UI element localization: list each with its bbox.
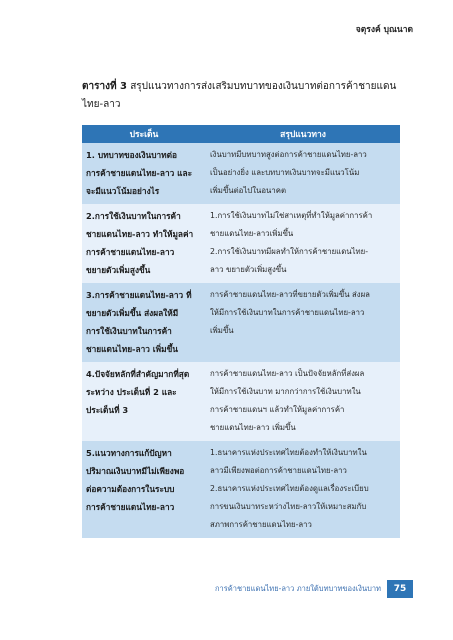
issue-cell	[82, 441, 206, 538]
page-number: 75	[387, 580, 413, 598]
table-body	[82, 143, 400, 538]
caption-line2: ไทย-ลาว	[82, 99, 121, 110]
caption-label: ตารางที่ 3	[82, 81, 128, 92]
issue-line: ชายแดนไทย-ลาว เพิ่มขึ้น	[86, 344, 178, 354]
summary-line: เงินบาทมีบทบาทสูงต่อการค้าชายแดนไทย-ลาว	[210, 150, 367, 159]
issue-line: จะมีแนวโน้มอย่างไร	[86, 186, 160, 196]
summary-cell	[206, 362, 400, 441]
issue-cell	[82, 283, 206, 362]
issue-line: ต่อความต้องการในระบบ	[86, 484, 175, 494]
summary-line: เป็นอย่างยิ่ง และบทบาทเงินบาทจะมีแนวโน้ม	[210, 168, 360, 177]
issue-line: 2.การใช้เงินบาทในการค้า	[86, 211, 181, 221]
issue-line: 3.การค้าชายแดนไทย-ลาว ที่	[86, 290, 192, 300]
header-issue: ประเด็น	[82, 125, 206, 143]
table-row	[82, 283, 400, 362]
table-row	[82, 143, 400, 204]
issue-line: ขยายตัวเพิ่มขึ้น ส่งผลให้มี	[86, 308, 179, 318]
summary-line: เพิ่มขึ้นต่อไปในอนาคต	[210, 186, 287, 195]
summary-line: 1.ธนาคารแห่งประเทศไทยต้องทำให้เงินบาทใน	[210, 448, 367, 457]
summary-cell	[206, 283, 400, 362]
table-header-row	[82, 125, 400, 143]
issue-line: 5.แนวทางการแก้ปัญหา	[86, 448, 172, 458]
table-row	[82, 204, 400, 283]
issue-line: ขยายตัวเพิ่มสูงขึ้น	[86, 265, 151, 275]
summary-cell	[206, 204, 400, 283]
summary-line: เพิ่มขึ้น	[210, 326, 234, 335]
issue-cell	[82, 204, 206, 283]
summary-line: ชายแดนไทย-ลาว เพิ่มขึ้น	[210, 423, 296, 432]
page-footer	[215, 580, 413, 598]
summary-line: ชายแดนไทย-ลาวเพิ่มขึ้น	[210, 229, 294, 238]
table-caption	[82, 78, 402, 114]
summary-line: การค้าชายแดนไทย-ลาว เป็นปัจจัยหลักที่ส่งผล	[210, 369, 365, 378]
table-row	[82, 362, 400, 441]
issue-line: ชายแดนไทย-ลาว ทำให้มูลค่า	[86, 229, 194, 239]
summary-line: 1.การใช้เงินบาทไม่ใช่สาเหตุที่ทำให้มูลค่าการค้า	[210, 211, 373, 220]
author-name: จตุรงค์ บุณนาด	[355, 25, 413, 35]
summary-table	[82, 125, 400, 538]
summary-line: 2.การใช้เงินบาทมีผลทำให้การค้าชายแดนไทย-	[210, 247, 369, 256]
summary-line: ลาวมีเพียงพอต่อการค้าชายแดนไทย-ลาว	[210, 466, 347, 475]
table-row	[82, 441, 400, 538]
summary-line: ลาว ขยายตัวเพิ่มสูงขึ้น	[210, 265, 287, 274]
issue-line: การค้าชายแดนไทย-ลาว และ	[86, 168, 193, 178]
issue-line: ระหว่าง ประเด็นที่ 2 และ	[86, 387, 177, 397]
issue-line: 1. บทบาทของเงินบาทต่อ	[86, 150, 177, 160]
caption-text: สรุปแนวทางการส่งเสริมบทบาทของเงินบาทต่อการค้าชายแดน	[127, 81, 397, 92]
summary-line: การค้าชายแดนไทย-ลาวที่ขยายตัวเพิ่มขึ้น ส่งผล	[210, 290, 370, 299]
summary-line: ให้มีการใช้เงินบาท มากกว่าการใช้เงินบาทใน	[210, 387, 361, 396]
summary-cell	[206, 441, 400, 538]
footer-title: การค้าชายแดนไทย-ลาว ภายใต้บทบาทของเงินบาท	[214, 584, 381, 593]
issue-line: การใช้เงินบาทในการค้า	[86, 326, 172, 336]
issue-line: ปริมาณเงินบาทมีไม่เพียงพอ	[86, 466, 185, 476]
issue-line: การค้าชายแดนไทย-ลาว	[86, 502, 175, 512]
issue-line: ประเด็นที่ 3	[86, 405, 129, 415]
issue-cell	[82, 362, 206, 441]
summary-cell	[206, 143, 400, 204]
issue-line: 4.ปัจจัยหลักที่สำคัญมากที่สุด	[86, 369, 190, 379]
header-summary: สรุปแนวทาง	[206, 125, 400, 143]
summary-line: การค้าชายแดนฯ แล้วทำให้มูลค่าการค้า	[210, 405, 345, 414]
summary-line: ให้มีการใช้เงินบาทในการค้าชายแดนไทย-ลาว	[210, 308, 365, 317]
summary-line: การขนเงินบาทระหว่างไทย-ลาวให้เหมาะสมกับ	[210, 502, 367, 511]
issue-cell	[82, 143, 206, 204]
summary-line: 2.ธนาคารแห่งประเทศไทยต้องดูแลเรื่องระเบียบ	[210, 484, 369, 493]
summary-line: สภาพการค้าชายแดนไทย-ลาว	[210, 520, 312, 529]
issue-line: การค้าชายแดนไทย-ลาว	[86, 247, 175, 257]
